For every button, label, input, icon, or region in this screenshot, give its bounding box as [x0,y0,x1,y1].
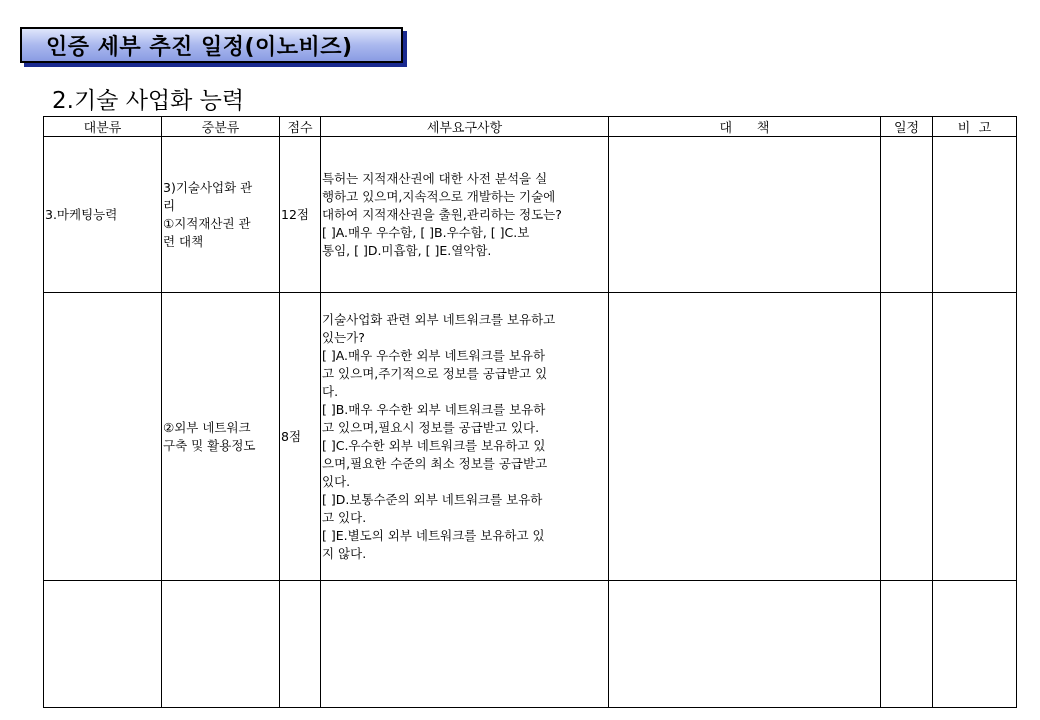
cell-schedule[interactable] [881,581,933,708]
header-schedule: 일정 [881,117,933,137]
cell-score: 12점 [280,137,321,293]
page-title: 인증 세부 추진 일정(이노비즈) [46,34,353,60]
header-row [44,117,1017,137]
cell-middle: 3)기술사업화 관 리 ①지적재산권 관 련 대책 [162,137,280,293]
cell-major [44,293,162,581]
header-major: 대분류 [44,117,162,137]
schedule-table [43,116,1017,708]
cell-measures[interactable] [609,581,881,708]
cell-remarks[interactable] [933,137,1017,293]
cell-score: 8점 [280,293,321,581]
header-remarks: 비 고 [933,117,1017,137]
cell-schedule[interactable] [881,137,933,293]
cell-requirements: 특허는 지적재산권에 대한 사전 분석을 실 행하고 있으며,지속적으로 개발하는 기술에 대하여 지적재산권을 출원,관리하는 정도는? [ ]A.매우 우수함, [ ]B.우수함, [ ]C.보 통임, [ ]D.미흡함, [ ]E.열악함. [321,137,609,293]
cell-score [280,581,321,708]
cell-measures[interactable] [609,293,881,581]
cell-middle [162,581,280,708]
cell-schedule[interactable] [881,293,933,581]
table-row [44,581,1017,708]
cell-measures[interactable] [609,137,881,293]
table-row [44,137,1017,293]
header-requirements: 세부요구사항 [321,117,609,137]
header-score: 점수 [280,117,321,137]
cell-requirements [321,581,609,708]
section-heading: 2.기술 사업화 능력 [52,88,245,114]
header-middle: 중분류 [162,117,280,137]
cell-major [44,581,162,708]
header-measures: 대 책 [609,117,881,137]
cell-middle: ②외부 네트워크 구축 및 활용정도 [162,293,280,581]
cell-requirements: 기술사업화 관련 외부 네트워크를 보유하고 있는가? [ ]A.매우 우수한 외부 네트워크를 보유하 고 있으며,주기적으로 정보를 공급받고 있 다. [ ]B.매우 우수한 외부 네트워크를 보유하 고 있으며,필요시 정보를 공급받고 있다. [ ]C.우수한 외부 네트워크를 보유하고 있 으며,필요한 수준의 최소 정보를 공급받고 있다. [ ]D.보통수준의 외부 네트워크를 보유하 고 있다. [ ]E.별도의 외부 네트워크를 보유하고 있 지 않다. [321,293,609,581]
cell-remarks[interactable] [933,293,1017,581]
table-row [44,293,1017,581]
title-banner [20,27,403,63]
cell-major: 3.마케팅능력 [44,137,162,293]
cell-remarks[interactable] [933,581,1017,708]
